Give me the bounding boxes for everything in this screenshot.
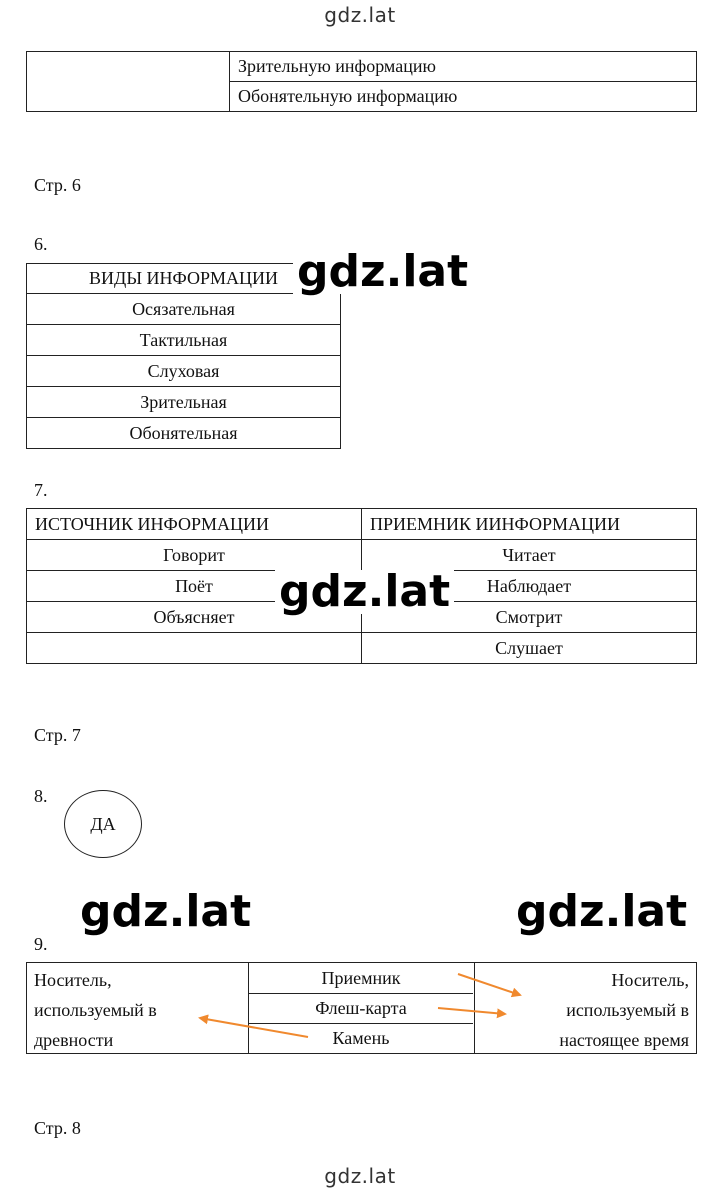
task9-left-line: Носитель, <box>34 970 112 990</box>
task7-source-cell: Объясняет <box>27 602 362 633</box>
arrow-receiver-to-modern <box>458 974 520 995</box>
task7-source-cell: Говорит <box>27 540 362 571</box>
task7-receiver-cell: Слушает <box>362 633 697 664</box>
watermark-bottom: gdz.lat <box>324 1164 396 1188</box>
task6-header: ВИДЫ ИНФОРМАЦИИ <box>27 264 341 294</box>
task7-receiver-cell: Читает <box>362 540 697 571</box>
task9-left-line: используемый в <box>34 1000 157 1020</box>
task9-middle-item: Флеш-карта <box>249 993 473 1024</box>
task7-header-receiver: ПРИЕМНИК ИИНФОРМАЦИИ <box>362 509 697 540</box>
task9-middle-item: Камень <box>332 1027 390 1048</box>
table-top-row-1: Зрительную информацию <box>230 52 697 82</box>
task9-right-line: Носитель, <box>611 970 689 990</box>
task6-row: Зрительная <box>27 387 341 418</box>
task9-right-line: настоящее время <box>559 1030 689 1050</box>
task6-row: Обонятельная <box>27 418 341 449</box>
task7-receiver-cell: Наблюдает <box>362 571 697 602</box>
task7-header-source: ИСТОЧНИК ИНФОРМАЦИИ <box>27 509 362 540</box>
task9-number: 9. <box>34 934 48 954</box>
task6-row: Слуховая <box>27 356 341 387</box>
task6-number: 6. <box>34 234 48 254</box>
task9-left-line: древности <box>34 1030 114 1050</box>
watermark-top: gdz.lat <box>324 3 396 27</box>
watermark-overlay: gdz.lat <box>275 570 454 614</box>
page-label-8: Стр. 8 <box>34 1118 81 1138</box>
page-label-7: Стр. 7 <box>34 725 81 745</box>
page-label-6: Стр. 6 <box>34 175 81 195</box>
watermark-overlay: gdz.lat <box>512 890 691 934</box>
task8-number: 8. <box>34 786 48 806</box>
table-top-row-2: Обонятельную информацию <box>230 82 697 112</box>
watermark-overlay: gdz.lat <box>293 250 472 294</box>
task7-source-cell: Поёт <box>27 571 362 602</box>
arrow-stone-to-ancient <box>200 1018 308 1037</box>
task7-number: 7. <box>34 480 48 500</box>
task7-receiver-cell: Смотрит <box>362 602 697 633</box>
task9-middle-item: Приемник <box>249 963 473 994</box>
task6-row: Тактильная <box>27 325 341 356</box>
watermark-overlay: gdz.lat <box>76 890 255 934</box>
task9-right-line: используемый в <box>566 1000 689 1020</box>
arrow-flash-to-modern <box>438 1008 505 1014</box>
task6-row: Осязательная <box>27 294 341 325</box>
task8-answer: ДА <box>90 813 116 834</box>
